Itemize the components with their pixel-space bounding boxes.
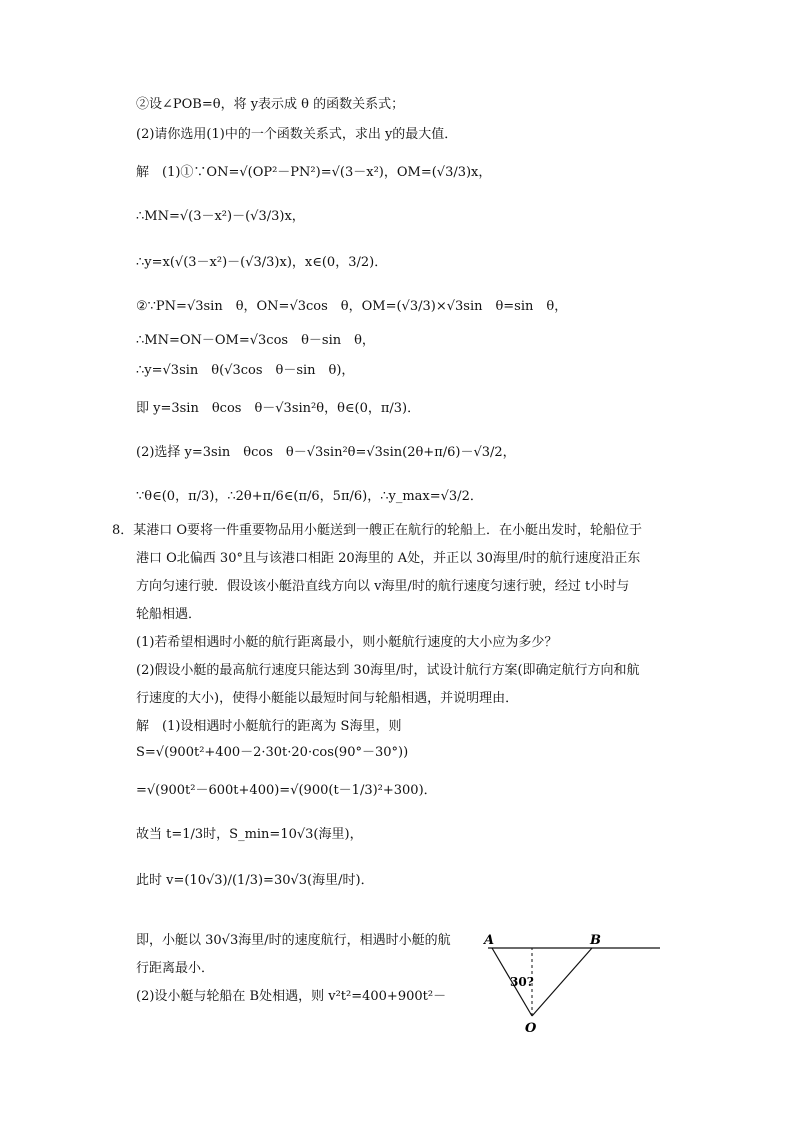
text-line: 8．某港口 O要将一件重要物品用小艇送到一艘正在航行的轮船上．在小艇出发时，轮船位于 <box>112 523 643 538</box>
text-line: ∴MN=ON－OM=√3cos θ－sin θ， <box>136 333 375 348</box>
text-line: 行速度的大小)，使得小艇能以最短时间与轮船相遇，并说明理由． <box>136 691 519 706</box>
label-b: B <box>590 933 601 948</box>
text-line: 方向匀速行驶．假设该小艇沿直线方向以 v海里/时的航行速度匀速行驶，经过 t小时与 <box>136 579 630 594</box>
text-line: 故当 t=1/3时，S_min=10√3(海里)， <box>136 827 363 842</box>
text-line: ②设∠POB=θ，将 y表示成 θ 的函数关系式； <box>136 97 405 112</box>
text-line: (2)选择 y=3sin θcos θ－√3sin²θ=√3sin(2θ+π/6)－√3/2， <box>136 445 516 460</box>
text-line: 解 (1)①∵ON=√(OP²－PN²)=√(3－x²)，OM=(√3/3)x， <box>136 165 492 180</box>
text-line: (1)若希望相遇时小艇的航行距离最小，则小艇航行速度的大小应为多少？ <box>136 635 558 650</box>
text-line: 此时 v=(10√3)/(1/3)=30√3(海里/时)． <box>136 873 374 888</box>
text-line: 即，小艇以 30√3海里/时的速度航行，相遇时小艇的航 <box>136 933 451 948</box>
text-line: 轮船相遇． <box>136 607 202 622</box>
text-line: (2)请你选用(1)中的一个函数关系式，求出 y的最大值． <box>136 127 458 142</box>
text-line: S=√(900t²+400－2·30t·20·cos(90°－30°)) <box>136 745 409 760</box>
angle-label: 30? <box>510 975 534 989</box>
text-line: ∴MN=√(3－x²)－(√3/3)x， <box>136 209 305 224</box>
text-line: 行距离最小． <box>136 961 215 976</box>
text-line: 解 (1)设相遇时小艇航行的距离为 S海里，则 <box>136 719 402 734</box>
text-line: 港口 O北偏西 30°且与该港口相距 20海里的 A处，并正以 30海里/时的航行速度沿正东 <box>136 551 641 566</box>
text-line: ∵θ∈(0，π/3)，∴2θ+π/6∈(π/6，5π/6)，∴y_max=√3/2． <box>136 489 483 504</box>
text-line: (2)假设小艇的最高航行速度只能达到 30海里/时，试设计航行方案(即确定航行方向和航 <box>136 663 640 678</box>
segment-bo <box>532 948 592 1016</box>
geometry-diagram <box>480 928 670 1038</box>
label-a: A <box>484 933 495 948</box>
text-line: ∴y=√3sin θ(√3cos θ－sin θ)， <box>136 363 355 378</box>
text-line: ∴y=x(√(3－x²)－(√3/3)x)，x∈(0，3/2)． <box>136 255 388 270</box>
text-line: 即 y=3sin θcos θ－√3sin²θ，θ∈(0，π/3)． <box>136 401 421 416</box>
text-line: (2)设小艇与轮船在 B处相遇，则 v²t²=400+900t²－ <box>136 989 447 1004</box>
text-line: =√(900t²－600t+400)=√(900(t－1/3)²+300)． <box>136 783 437 798</box>
text-line: ②∵PN=√3sin θ，ON=√3cos θ，OM=(√3/3)×√3sin θ=sin θ， <box>136 299 568 314</box>
label-o: O <box>525 1021 537 1036</box>
